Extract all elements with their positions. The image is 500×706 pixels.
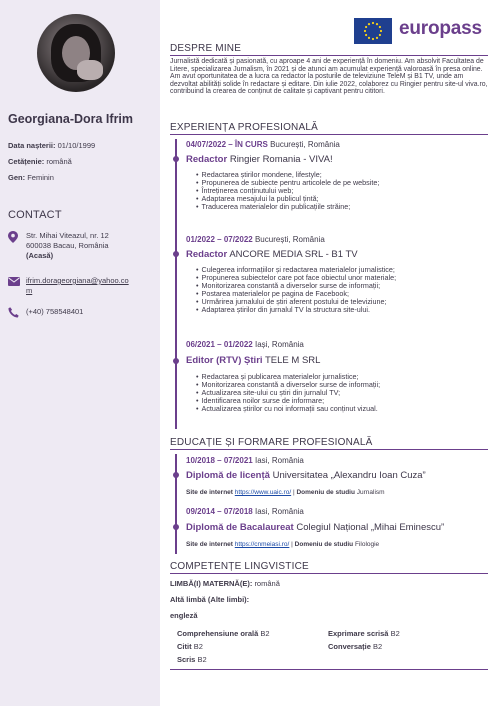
education-date: 09/2014 – 07/2018 Iasi, România bbox=[186, 507, 304, 516]
section-divider bbox=[170, 449, 488, 450]
languages-heading: COMPETENȚE LINGVISTICE bbox=[170, 561, 309, 572]
job-title: Redactor Ringier Romania - VIVA! bbox=[186, 154, 333, 165]
job-title: Editor (RTV) Știri TELE M SRL bbox=[186, 355, 321, 366]
list-item: • Culegerea informațiilor și redactarea materialelor jurnalistice; bbox=[196, 266, 486, 274]
phone: (+40) 758548401 bbox=[8, 307, 156, 317]
list-item: • Întreținerea conținutului web; bbox=[196, 187, 486, 195]
contact-heading: CONTACT bbox=[8, 209, 62, 221]
writing-level: Scris B2 bbox=[177, 655, 207, 664]
job-date: 04/07/2022 – ÎN CURS București, România bbox=[186, 140, 340, 149]
timeline-dot bbox=[173, 156, 179, 162]
job-date: 01/2022 – 07/2022 București, România bbox=[186, 235, 325, 244]
section-divider bbox=[170, 669, 488, 670]
list-item: • Propunerea subiectelor care pot face obiectul unor materiale; bbox=[196, 274, 486, 282]
education-website: Site de internet https://www.uaic.ro/ | Domeniu de studiu Jurnalism bbox=[186, 489, 385, 496]
europass-wordmark: europass bbox=[399, 18, 482, 39]
timeline-dot bbox=[173, 472, 179, 478]
list-item: • Adaptarea mesajului la publicul țintă; bbox=[196, 195, 486, 203]
job-duties bbox=[196, 266, 486, 314]
education-timeline bbox=[175, 454, 177, 554]
list-item: • Monitorizarea constantă a diverselor surse de informații; bbox=[196, 381, 486, 389]
job-duties bbox=[196, 373, 486, 413]
written-expression-level: Exprimare scrisă B2 bbox=[328, 629, 400, 638]
website-link[interactable]: https://www.uaic.ro/ bbox=[234, 489, 292, 496]
phone-icon bbox=[8, 307, 20, 319]
gender: Gen: Feminin bbox=[8, 173, 54, 182]
list-item: • Monitorizarea constantă a diverselor surse de informații; bbox=[196, 282, 486, 290]
list-item: • Postarea materialelor pe pagina de Facebook; bbox=[196, 290, 486, 298]
eu-flag-icon bbox=[354, 18, 392, 44]
education-date: 10/2018 – 07/2021 Iasi, România bbox=[186, 456, 304, 465]
envelope-icon bbox=[8, 277, 20, 289]
list-item: • Identificarea noilor surse de informare; bbox=[196, 397, 486, 405]
job-duties bbox=[196, 171, 486, 211]
citizenship: Cetățenie: română bbox=[8, 157, 72, 166]
birth-date: Data nașterii: 01/10/1999 bbox=[8, 141, 96, 150]
section-divider bbox=[170, 573, 488, 574]
list-item: • Urmărirea jurnalului de știri aferent postului de televiziune; bbox=[196, 298, 486, 306]
listening-level: Comprehensiune orală B2 bbox=[177, 629, 270, 638]
timeline-dot bbox=[173, 524, 179, 530]
timeline-dot bbox=[173, 251, 179, 257]
list-item: • Traducerea materialelor din publicațiile străine; bbox=[196, 203, 486, 211]
address: Str. Mihai Viteazul, nr. 12 600038 Bacau, România (Acasă) bbox=[8, 231, 156, 261]
list-item: • Redactarea știrilor mondene, lifestyle; bbox=[196, 171, 486, 179]
language-name: engleză bbox=[170, 611, 198, 620]
location-pin-icon bbox=[8, 231, 20, 243]
timeline-dot bbox=[173, 358, 179, 364]
education-heading: EDUCAȚIE ȘI FORMARE PROFESIONALĂ bbox=[170, 437, 373, 448]
about-text: Jurnalistă dedicată și pasionată, cu aproape 4 ani de experiență în domeniu. Am absolvit Facultatea de Litere, specializarea Jurnalism, în 2021 și de atunci am acumulat experiență valoroasă în presa online. Am avut oportunitatea de a lucra ca redactor la posturile de televiziune TeleM și B1 TV, unde am dezvoltat abilități solide în redactare și editare. Din iulie 2022, colaborez cu Ringier pentru site-ul viva.ro, contribuind la crearea de conținut de calitate și captivant pentru cititori. bbox=[170, 58, 488, 96]
email-link[interactable]: ifrim.dorageorgiana@yahoo.co m bbox=[26, 276, 129, 295]
experience-heading: EXPERIENȚA PROFESIONALĂ bbox=[170, 122, 318, 133]
reading-level: Citit B2 bbox=[177, 642, 203, 651]
education-title: Diplomă de Bacalaureat Colegiul Național „Mihai Eminescu” bbox=[186, 522, 445, 533]
profile-photo bbox=[37, 14, 115, 92]
section-divider bbox=[170, 134, 488, 135]
other-languages-label: Altă limbă (Alte limbi): bbox=[170, 595, 250, 604]
list-item: • Actualizarea site-ului cu știri din jurnalul TV; bbox=[196, 389, 486, 397]
about-heading: DESPRE MINE bbox=[170, 43, 242, 54]
person-name: Georgiana-Dora Ifrim bbox=[8, 112, 134, 126]
experience-timeline bbox=[175, 139, 177, 429]
conversation-level: Conversație B2 bbox=[328, 642, 383, 651]
job-title: Redactor ANCORE MEDIA SRL - B1 TV bbox=[186, 249, 358, 260]
mother-tongue: LIMBĂ(I) MATERNĂ(E): română bbox=[170, 579, 280, 588]
list-item: • Actualizarea știrilor cu noi informații sau conținut vizual. bbox=[196, 405, 486, 413]
email[interactable] bbox=[8, 276, 156, 296]
website-link[interactable]: https://cnmeiasi.ro/ bbox=[234, 541, 290, 548]
list-item: • Propunerea de subiecte pentru articolele de pe website; bbox=[196, 179, 486, 187]
job-date: 06/2021 – 01/2022 Iași, România bbox=[186, 340, 304, 349]
list-item: • Redactarea și publicarea materialelor jurnalistice; bbox=[196, 373, 486, 381]
education-website: Site de internet https://cnmeiasi.ro/ | Domeniu de studiu Filologie bbox=[186, 541, 380, 548]
sidebar bbox=[0, 0, 160, 706]
section-divider bbox=[170, 55, 488, 56]
list-item: • Adaptarea știrilor din jurnalul TV la structura site-ului. bbox=[196, 306, 486, 314]
education-title: Diplomă de licență Universitatea „Alexandru Ioan Cuza” bbox=[186, 470, 426, 481]
